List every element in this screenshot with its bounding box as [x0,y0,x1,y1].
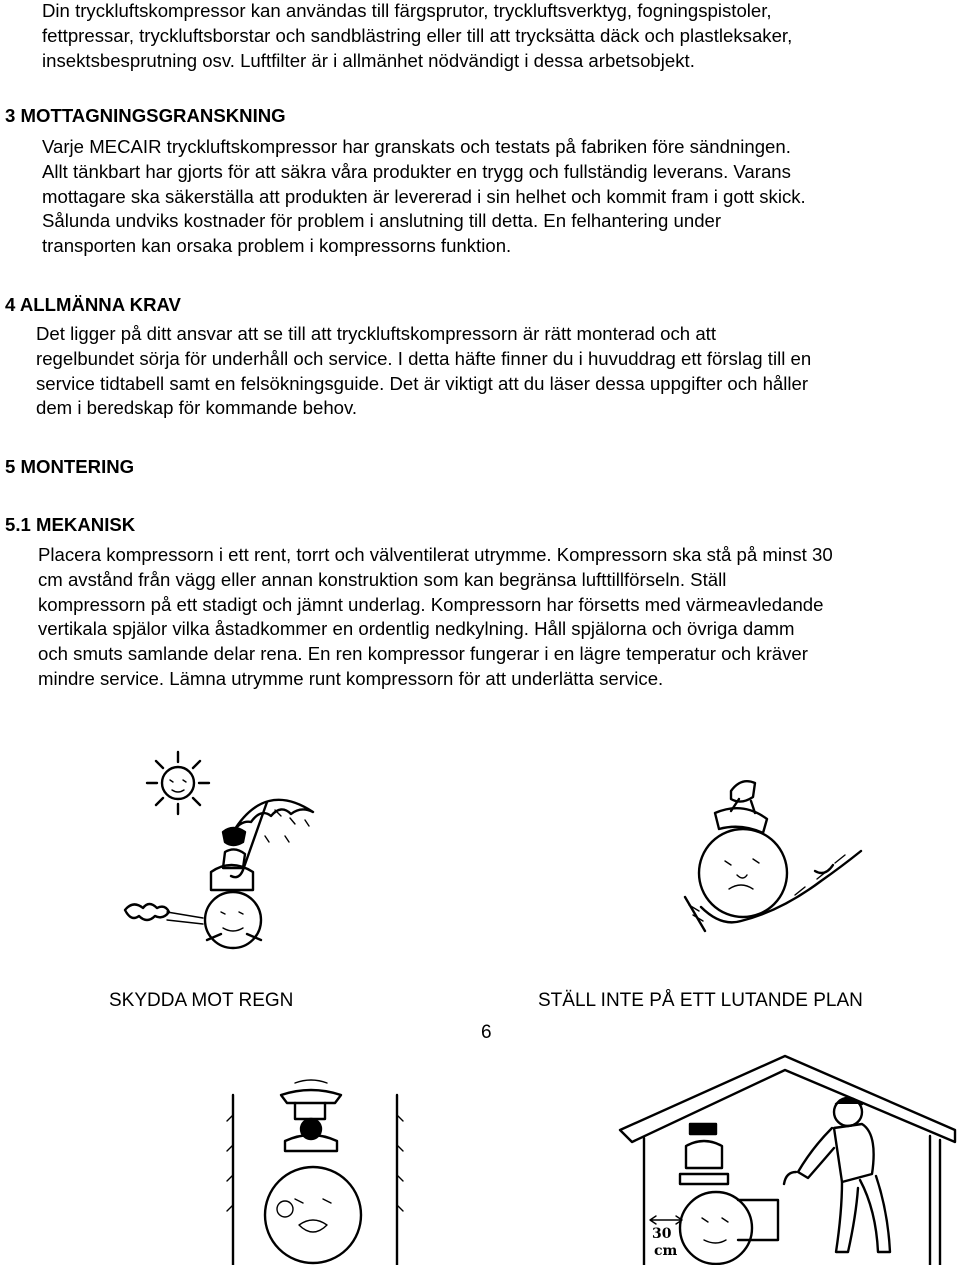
text-line: regelbundet sörja för underhåll och service. I detta häfte finner du i huvuddrag ett förslag till en [36,347,812,369]
text-line: vertikala spjälor vilka åstadkommer en ordentlig nedkylning. Håll spjälorna och övriga damm [38,618,795,640]
compressor-icon [699,781,787,917]
wheel [815,865,833,873]
distance-label-unit: cm [654,1243,678,1259]
rain-protection-illustration [115,740,315,940]
distance-label-number: 30 [652,1226,672,1242]
section-5-heading: 5 MONTERING [5,456,135,477]
section-5-1-paragraph [38,543,833,692]
exhaust-icon [125,904,203,924]
text-line: mindre service. Lämna utrymme runt kompressorn för att underlätta service. [38,667,664,689]
section-3-heading: 3 MOTTAGNINGSGRANSKNING [5,105,286,126]
text-line: kompressorn på ett stadigt och jämnt underlag. Kompressorn har försetts med värmeavledande [38,593,824,615]
text-line: Din tryckluftskompressor kan användas till färgsprutor, tryckluftsverktyg, fogningspistoler, [42,0,772,21]
slope-caption: STÄLL INTE PÅ ETT LUTANDE PLAN [538,990,863,1011]
distance-arrow [650,1216,682,1224]
house-roof [620,1056,955,1142]
section-5-1-heading: 5.1 MEKANISK [5,514,136,535]
text-line: Allt tänkbart har gjorts för att säkra våra produkter en trygg och fullständig leverans. Varans [42,160,791,182]
section-4-paragraph [36,322,811,421]
text-line: och smuts samlande delar rena. En ren kompressor fungerar i en lägre temperatur och kräver [38,643,808,665]
section-3-paragraph [42,135,806,259]
slope-warning-illustration [645,755,865,945]
pit-warning-illustration [225,1075,405,1265]
text-line: cm avstånd från vägg eller annan konstruktion som kan begränsa lufttillförseln. Ställ [38,568,727,590]
section-4-heading: 4 ALLMÄNNA KRAV [5,294,181,315]
text-line: Det ligger på ditt ansvar att se till att tryckluftskompressorn är rätt monterad och att [36,323,716,344]
text-line: service tidtabell samt en felsökningsguide. Det är viktigt att du läser dessa uppgifter och håller [36,372,809,394]
person-icon [784,1098,890,1252]
text-line: Placera kompressorn i ett rent, torrt och välventilerat utrymme. Kompressorn ska stå på minst 30 [38,544,833,565]
house-wall [644,1136,940,1265]
compressor-icon [680,1124,778,1264]
sun-icon [147,752,209,814]
text-line: dem i beredskap för kommande behov. [36,397,358,419]
intro-paragraph [42,0,792,73]
wall-distance-illustration [610,1050,960,1265]
text-line: transporten kan orsaka problem i kompressorns funktion. [42,235,512,257]
page-number: 6 [481,1022,492,1043]
text-line: fettpressar, tryckluftsborstar och sandblästring eller till att trycksätta däck och plastleksaker, [42,24,793,46]
text-line: insektsbesprutning osv. Luftfilter är i allmänhet nödvändigt i dessa arbetsobjekt. [42,49,695,71]
compressor-icon [265,1090,361,1263]
text-line: Sålunda undviks kostnader för problem i anslutning till detta. En felhantering under [42,210,722,232]
rain-caption: SKYDDA MOT REGN [109,990,294,1011]
text-line: Varje MECAIR tryckluftskompressor har granskats och testats på fabriken före sändningen. [42,136,791,157]
text-line: mottagare ska säkerställa att produkten är levererad i sin helhet och kommit fram i gott skick. [42,185,806,207]
